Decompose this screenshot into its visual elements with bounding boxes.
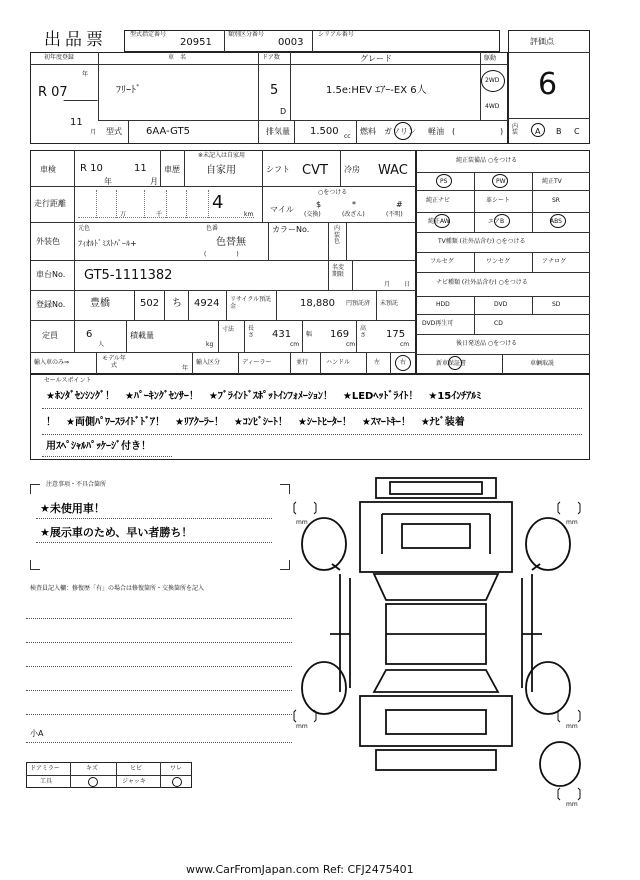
handle-right-circle	[395, 355, 411, 371]
warranty-circle	[448, 356, 462, 370]
grade: 1.5e:HEV ｴｱｰ-EX 6人	[326, 85, 427, 96]
car-name: ﾌﾘｰﾄﾞ	[116, 85, 141, 96]
reg-kana: ち	[172, 298, 182, 309]
abs-circle	[550, 214, 566, 228]
length: 431	[272, 329, 292, 340]
mileage: 4	[212, 192, 224, 213]
tools-mark	[88, 777, 98, 787]
width: 169	[330, 329, 350, 340]
color-change: 色替無	[216, 237, 246, 248]
first-reg-year: R 07	[38, 85, 68, 100]
vin: GT5-1111382	[84, 268, 173, 283]
ps-circle	[436, 174, 452, 188]
drive-2wd-circle	[481, 70, 505, 92]
capacity: 6	[86, 329, 93, 340]
spec-box	[30, 150, 416, 374]
reg-number: 4924	[194, 298, 220, 309]
inspector-note: 小A	[30, 729, 44, 738]
sales-line-3: 用ｽﾍﾟｼｬﾙﾊﾟｯｹｰｼﾞ付き！	[46, 441, 151, 452]
sales-line-2: ！ ★両側ﾊﾟﾜｰｽﾗｲﾄﾞﾄﾞｱ！ ★ﾘｱｸｰﾗｰ！ ★ｺﾝﾋﾞｼｰﾄ！ ★ｼｰﾄﾋｰﾀｰ！ ★ｽﾏｰﾄｷｰ！ ★ﾅﾋﾞ装着	[46, 417, 465, 428]
note-line-2: ★展示車のため、早い者勝ち！	[40, 526, 193, 539]
fuel-gas-circle	[394, 122, 412, 140]
height: 175	[386, 329, 406, 340]
aw-circle	[434, 214, 450, 228]
note-line-1: ★未使用車！	[40, 502, 105, 515]
footer-ref: www.CarFromJapan.com Ref: CFJ2475401	[186, 863, 414, 876]
shaken-month: 11	[134, 163, 147, 174]
interior-a-circle	[531, 123, 545, 137]
shaken-year: R 10	[80, 163, 103, 174]
first-reg-month: 11	[70, 117, 83, 128]
pw-circle	[492, 174, 508, 188]
jack-mark	[172, 777, 182, 787]
sales-line-1: ★ﾎﾝﾀﾞｾﾝｼﾝｸﾞ！ ★ﾊﾟｰｷﾝｸﾞｾﾝｻｰ！ ★ﾌﾞﾗｲﾝﾄﾞｽﾎﾟｯﾄｲﾝﾌｫﾒｰｼｮﾝ！ ★LEDﾍｯﾄﾞﾗｲﾄ！ ★15ｲﾝﾁｱﾙﾐ	[46, 391, 482, 402]
recycle-fee: 18,880	[300, 298, 335, 309]
vehicle-diagram	[290, 474, 600, 814]
eval-score: 6	[538, 67, 558, 102]
reg-place: 豊橋	[90, 298, 110, 309]
exterior-color: ﾌｨｵﾙﾄﾞﾐｽﾄﾊﾟｰﾙ+	[78, 239, 137, 248]
ac: WAC	[378, 163, 408, 178]
displacement: 1.500	[310, 126, 339, 137]
model-number: 20951	[180, 37, 212, 48]
history: 自家用	[206, 165, 236, 176]
katashiki: 6AA-GT5	[146, 126, 190, 137]
airbag-circle	[494, 214, 510, 228]
form-title: 出品票	[44, 30, 107, 50]
reg-class: 502	[140, 298, 160, 309]
class-number: 0003	[278, 37, 304, 48]
doors: 5	[270, 83, 279, 98]
shift: CVT	[302, 163, 328, 178]
